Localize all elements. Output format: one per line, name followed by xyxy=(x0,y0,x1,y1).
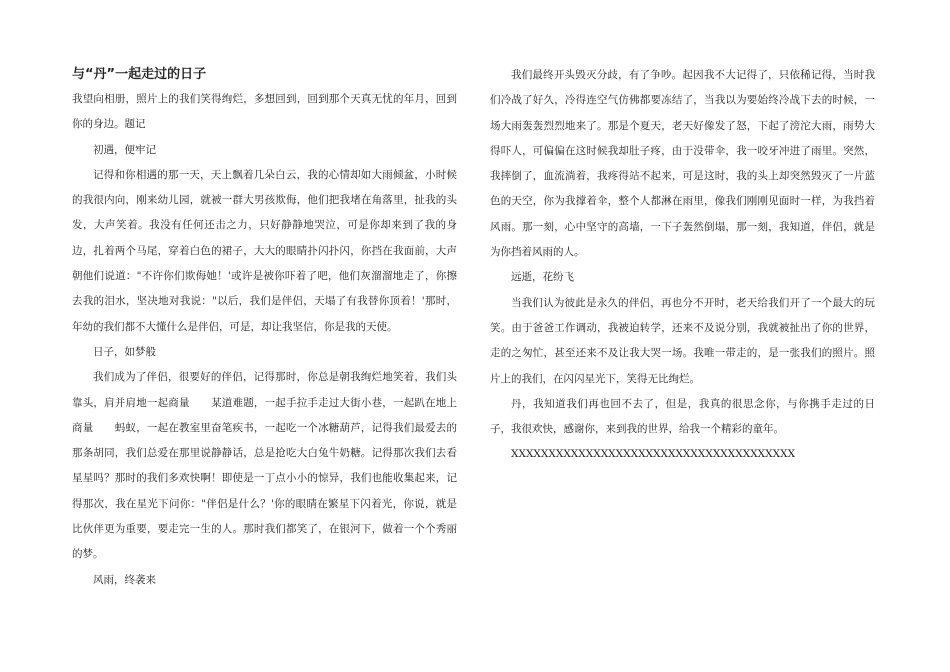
paragraph: 初遇，便牢记 xyxy=(93,143,156,156)
article-title: 与“丹”一起走过的日子 xyxy=(72,67,207,82)
paragraph: 远逝，花纷飞 xyxy=(511,271,574,284)
paragraph: 风雨，终袭来 xyxy=(93,573,156,586)
paragraph: XXXXXXXXXXXXXXXXXXXXXXXXXXXXXXXXXXXXXX xyxy=(511,448,796,461)
paragraph: 丹，我知道我们再也回不去了，但是，我真的很思念你，与你携手走过的日子，我很欢快，感谢你，来到我的世界，给我一个精彩的童年。 xyxy=(490,397,875,436)
paragraph: 我们最终开头毁灭分歧，有了争吵。起因我不大记得了，只依稀记得，当时我们冷战了好久，冷得连空气仿佛都要冻结了，当我以为要始终冷战下去的时候，一场大雨轰轰烈烈地来了。那是个夏天，老天好像发了怒，下起了滂沱大雨，雨势大得吓人，可偏偏在这时候我却肚子疼，由于没带伞，我一咬牙冲进了雨里。突然，我摔倒了，血流淌着，我疼得站不起来，可是这时，我的头上却突然毁灭了一片蓝色的天空，你为我撑着伞，整个人都淋在雨里，像我们刚刚见面时一样，为我挡着风雨。那一刻，心中坚守的高墙，一下子轰然倒塌，那一刻，我知道，伴侣，就是为你挡着风雨的人。 xyxy=(490,69,875,259)
left-column xyxy=(72,63,457,593)
left-column-body xyxy=(72,87,457,593)
paragraph: 我望向相册，照片上的我们笑得绚烂，多想回到，回到那个天真无忧的年月，回到你的身边。题记 xyxy=(72,93,457,131)
paragraph: 当我们认为彼此是永久的伴侣，再也分不开时，老天给我们开了一个最大的玩笑。由于爸爸工作调动，我被迫转学，还来不及说分别，我就被扯出了你的世界，走的之匆忙，甚至还来不及让我大哭一场。我唯一带走的，是一张我们的照片。照片上的我们，在闪闪星光下，笑得无比绚烂。 xyxy=(490,296,875,385)
right-column xyxy=(490,63,875,468)
paragraph: 我们成为了伴侣，很要好的伴侣，记得那时，你总是朝我绚烂地笑着，我们头靠头，肩并肩地一起商量 某道难题，一起手拉手走过大街小巷，一起趴在地上商量 蚂蚁，一起在教室里奋笔疾书，一起吃一个冰糖葫芦，记得我们最爱去的那条胡同，我们总爱在那里说静静话，总是抢吃大白兔牛奶糖。记得那次我们去看星星吗？那时的我们多欢快啊！即使是一丁点小小的惊异，我们也能收集起来，记得那次，我在星光下问你："伴侣是什么？'你的眼睛在繁星下闪着光，你说，就是比伙伴更为重要，要走完一生的人。那时我们都笑了，在银河下，做着一个个秀丽的梦。 xyxy=(72,371,457,561)
paragraph: 记得和你相遇的那一天，天上飘着几朵白云，我的心情却如大雨倾盆，小时候的我很内向，刚来幼儿园，就被一群大男孩欺侮，他们把我堵在角落里，扯我的头发，大声笑着。我没有任何还击之力，只好静静地哭泣，可是你却来到了我的身边，扎着两个马尾，穿着白色的裙子，大大的眼睛扑闪扑闪，你挡在我面前，大声朝他们说道："不许你们欺侮她！'或许是被你吓着了吧，他们灰溜溜地走了，你擦去我的泪水，坚决地对我说："以后，我们是伴侣，天塌了有我替你顶着！'那时，年幼的我们都不大懂什么是伴侣，可是，却让我坚信，你是我的天使。 xyxy=(72,168,457,333)
paragraph: 日子，如梦般 xyxy=(93,345,156,358)
right-column-body xyxy=(490,63,875,468)
